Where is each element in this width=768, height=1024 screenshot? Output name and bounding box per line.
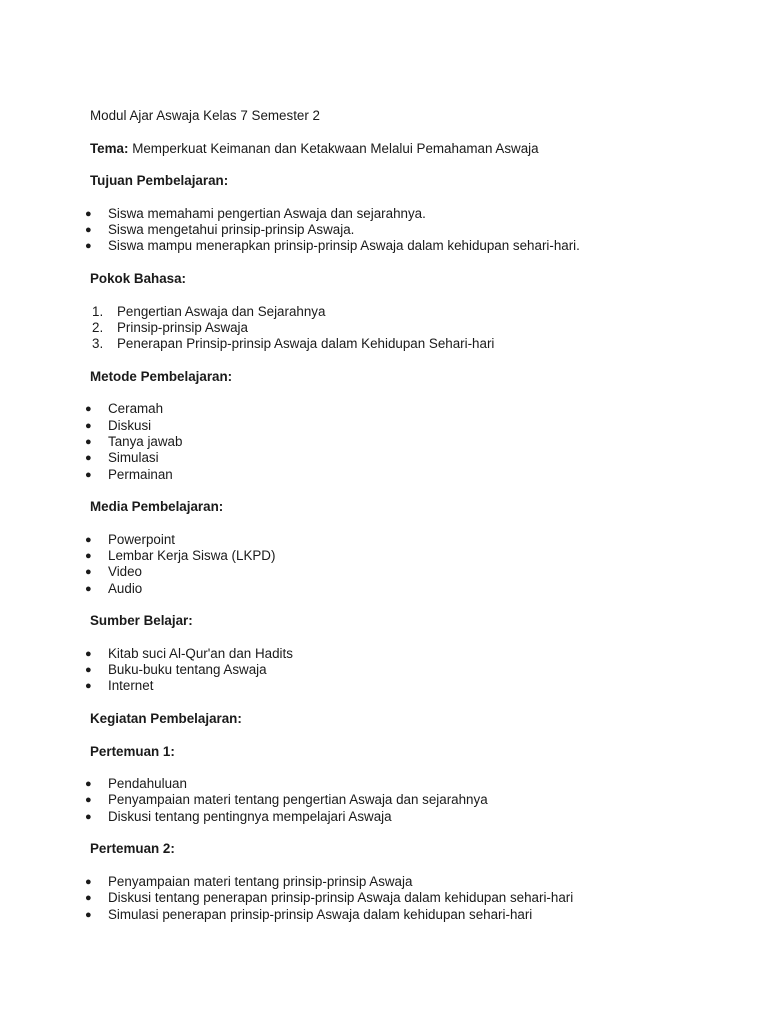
tema-label: Tema: (90, 140, 129, 156)
bullet-icon: ● (85, 435, 92, 448)
bullet-icon: ● (85, 566, 92, 579)
kegiatan-heading: Kegiatan Pembelajaran: (90, 710, 242, 726)
tujuan-list (85, 205, 730, 255)
bullet-icon: ● (85, 224, 92, 237)
pertemuan1-heading: Pertemuan 1: (90, 743, 175, 759)
bullet-icon: ● (85, 240, 92, 253)
pokok-heading: Pokok Bahasa: (90, 270, 187, 286)
bullet-icon: ● (85, 875, 92, 888)
pertemuan2-heading: Pertemuan 2: (90, 841, 175, 857)
list-item: ● Diskusi tentang penerapan prinsip-prinsip Aswaja dalam kehidupan sehari-hari (85, 890, 574, 906)
bullet-icon: ● (85, 908, 92, 921)
bullet-icon: ● (85, 664, 92, 677)
sumber-heading: Sumber Belajar: (90, 613, 193, 629)
list-item: ● Buku-buku tentang Aswaja (85, 662, 267, 678)
bullet-icon: ● (85, 550, 92, 563)
tujuan-heading: Tujuan Pembelajaran: (90, 173, 229, 189)
list-item: ● Simulasi (85, 450, 159, 466)
document-body (85, 108, 730, 923)
pertemuan1-list (85, 776, 730, 825)
metode-list (85, 401, 730, 482)
bullet-icon: ● (85, 794, 92, 807)
list-item: ● Audio (85, 580, 143, 596)
list-item: ● Penyampaian materi tentang pengertian Aswaja dan sejarahnya (85, 792, 488, 808)
bullet-icon: ● (85, 680, 92, 693)
list-item: ● Kitab suci Al-Qur'an dan Hadits (85, 645, 293, 661)
bullet-icon: ● (85, 533, 92, 546)
media-list (85, 531, 730, 597)
bullet-icon: ● (85, 647, 92, 660)
list-item: 2. Prinsip-prinsip Aswaja (92, 319, 248, 335)
sumber-list (85, 645, 730, 695)
list-item: ● Lembar Kerja Siswa (LKPD) (85, 548, 276, 564)
bullet-icon: ● (85, 468, 92, 481)
list-item: ● Internet (85, 678, 154, 694)
bullet-icon: ● (85, 207, 92, 220)
pokok-list (90, 304, 730, 353)
list-item: ● Pendahuluan (85, 776, 187, 792)
list-item: 3. Penerapan Prinsip-prinsip Aswaja dalam Kehidupan Sehari-hari (92, 336, 495, 352)
list-item: ● Tanya jawab (85, 433, 183, 449)
bullet-icon: ● (85, 892, 92, 905)
list-item: ● Diskusi tentang pentingnya mempelajari Aswaja (85, 808, 392, 824)
bullet-icon: ● (85, 452, 92, 465)
pertemuan2-list (85, 873, 730, 923)
list-item: ● Video (85, 564, 143, 580)
tema-value: Memperkuat Keimanan dan Ketakwaan Melalui Pemahaman Aswaja (132, 140, 539, 156)
list-item: ● Permainan (85, 466, 173, 482)
list-item: ● Simulasi penerapan prinsip-prinsip Aswaja dalam kehidupan sehari-hari (85, 906, 533, 922)
list-item: ● Siswa mampu menerapkan prinsip-prinsip Aswaja dalam kehidupan sehari-hari. (85, 238, 580, 254)
list-item: ● Diskusi (85, 417, 152, 433)
media-heading: Media Pembelajaran: (90, 499, 224, 515)
list-item: ● Siswa memahami pengertian Aswaja dan sejarahnya. (85, 205, 426, 221)
list-item: ● Penyampaian materi tentang prinsip-prinsip Aswaja (85, 873, 413, 889)
bullet-icon: ● (85, 419, 92, 432)
list-item: ● Siswa mengetahui prinsip-prinsip Aswaja. (85, 222, 355, 238)
document-title: Modul Ajar Aswaja Kelas 7 Semester 2 (90, 108, 320, 123)
bullet-icon: ● (85, 582, 92, 595)
metode-heading: Metode Pembelajaran: (90, 368, 233, 384)
bullet-icon: ● (85, 403, 92, 416)
list-item: ● Ceramah (85, 401, 164, 417)
bullet-icon: ● (85, 778, 92, 791)
tema-line (90, 141, 730, 157)
bullet-icon: ● (85, 810, 92, 823)
list-item: ● Powerpoint (85, 531, 175, 547)
list-item: 1. Pengertian Aswaja dan Sejarahnya (92, 303, 326, 319)
